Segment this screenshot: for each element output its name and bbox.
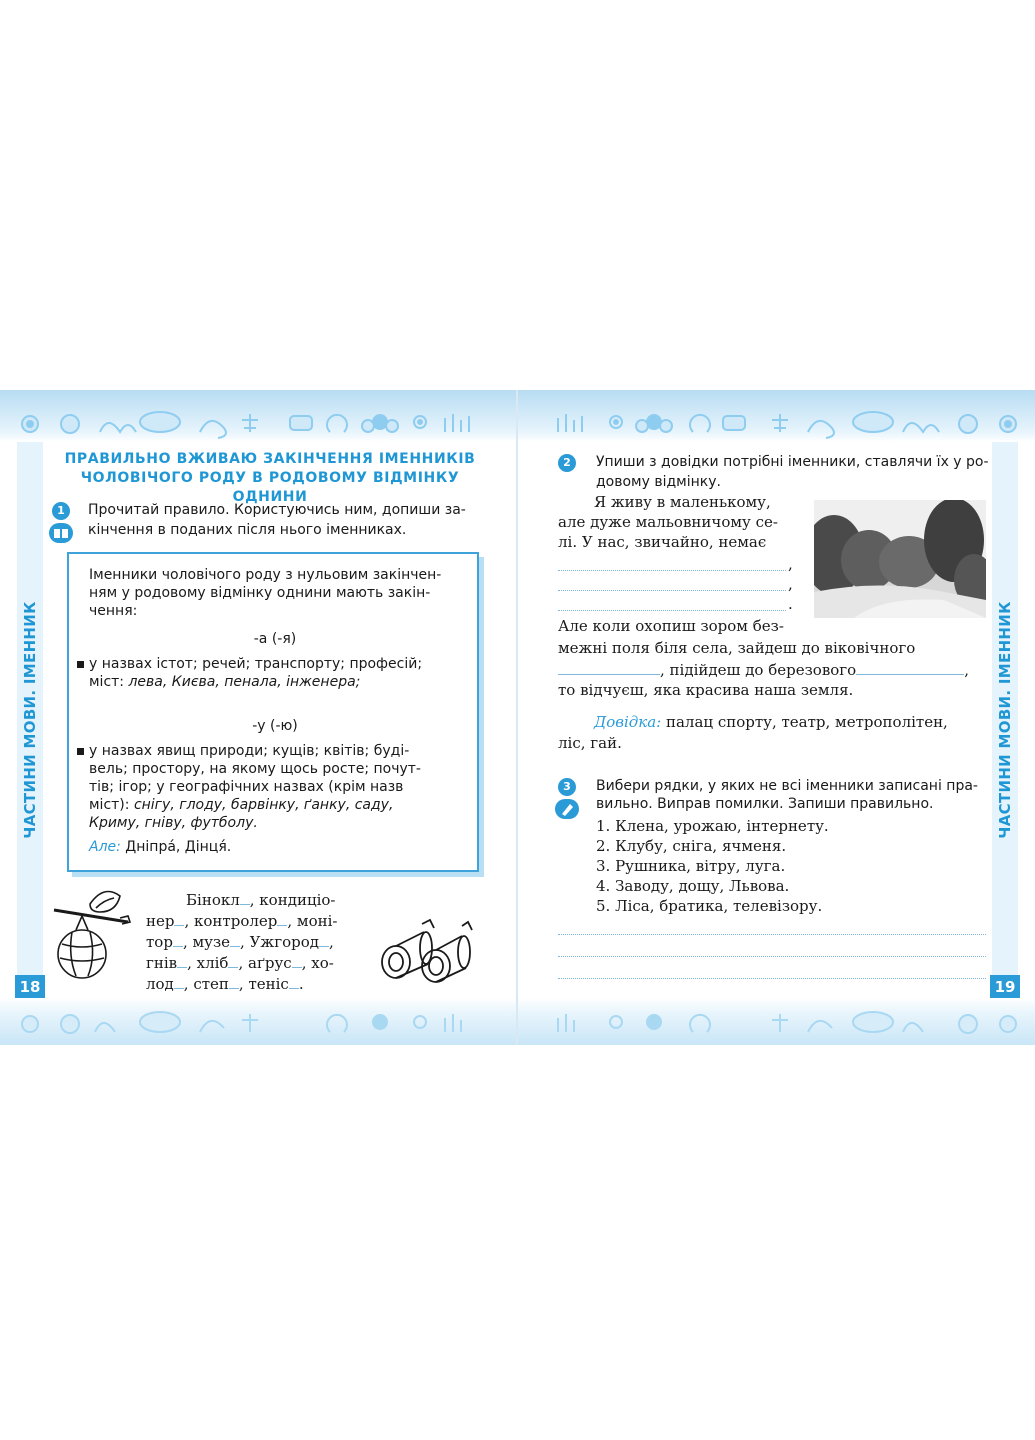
answer-line[interactable] [558,956,986,957]
rule-u-line-3: тів; ігор; у географічних назвах (крім назв [89,779,404,795]
answer-blank[interactable] [240,891,250,905]
textbook-spread [0,390,1035,1045]
word-agrus: , аґрус [238,954,292,972]
exception-text: Дніпра́, Дінця́. [120,839,232,855]
task-number-badge: 1 [52,502,70,520]
answer-line[interactable] [558,934,986,935]
list-item: 1. Клена, урожаю, інтернету. [596,817,829,835]
exercise-line-1 [186,890,366,911]
side-title-text: ЧАСТИНИ МОВИ. ІМЕННИК [21,601,39,839]
top-ornament-band [518,390,1035,442]
hint-words: палац спорту, театр, метрополітен, [661,713,948,731]
answer-blank[interactable] [174,975,184,989]
rule-a-line-2 [89,673,461,691]
section-side-title [17,442,43,998]
task-number-badge: 2 [558,454,576,472]
bundle-on-stick-icon [50,882,134,984]
exercise-line-5 [146,974,376,995]
ending-a-heading: -а (-я) [253,631,297,647]
rule-u-line-5 [89,814,461,832]
ending-u-heading: -у (-ю) [252,718,298,734]
exercise-line-3 [146,932,376,953]
binoculars-icon [378,916,476,986]
word-tenis: , теніс [238,975,289,993]
park-photo [814,500,986,618]
task2-instruction-line-1: Упиши з довідки потрібні іменники, ставлячи їх у ро- [596,454,989,470]
story-line-6 [558,660,988,681]
word-monitor: , моні- [287,912,338,930]
word-hniv: гнів [146,954,178,972]
list-item: 5. Ліса, братика, телевізору. [596,897,823,915]
hint-label: Довідка: [594,713,662,731]
rule-u-line-4 [89,796,461,814]
list-item: 4. Заводу, дощу, Львова. [596,877,790,895]
rule-u-line-1 [77,742,461,760]
page-number: 19 [990,975,1020,999]
answer-blank[interactable] [289,975,299,989]
right-page [518,390,1035,1045]
rule-intro-line-2: ням у родовому відмінку однини мають закін- [89,585,431,601]
word-khlib: , хліб [187,954,229,972]
answer-line[interactable] [558,590,786,591]
word-uzhhorod: , Ужгород [240,933,319,951]
pencil-task-icon [554,798,580,820]
answer-blank[interactable] [229,975,239,989]
story-fragment: , підійдеш до березового [660,661,857,679]
bottom-ornament-band [0,998,517,1045]
punctuation: , [788,575,793,593]
floral-ornament-icon [518,402,1035,442]
story-line-2: але дуже мальовничому се- [558,513,778,531]
answer-blank[interactable] [292,954,302,968]
rule-u-line-2: вель; простору, на якому щось росте; почут- [89,761,421,777]
exercise-line-4 [146,953,376,974]
answer-blank[interactable] [319,933,329,947]
top-ornament-band [0,390,517,442]
answer-blank[interactable] [177,954,187,968]
task1-instruction-line-1: Прочитай правило. Користуючись ним, допиши за- [88,502,466,518]
word-kholod: , хо- [301,954,334,972]
rule-u-examples-2: Криму, гніву, футболу. [89,815,258,831]
word-part: тор [146,933,173,951]
answer-line[interactable] [558,570,786,571]
task1-instruction-line-2: кінчення в поданих після нього іменниках. [88,522,407,538]
rule-u-examples: снігу, глоду, барвінку, ґанку, саду, [133,797,394,813]
story-line-4: Але коли охопиш зором без- [558,617,784,635]
punctuation: . [788,595,793,613]
answer-blank[interactable] [277,912,287,926]
word-part: нер [146,912,175,930]
exception-label: Але: [89,839,121,855]
floral-ornament-icon [0,402,517,442]
lesson-title-line-1: ПРАВИЛЬНО ВЖИВАЮ ЗАКІНЧЕННЯ ІМЕННИКІВ [64,451,476,467]
answer-line[interactable] [558,610,786,611]
task3-instruction-line-1: Вибери рядки, у яких не всі іменники записані пра- [596,778,978,794]
park-landscape-image [814,500,986,618]
punctuation: , [964,661,969,679]
story-line-5: межні поля біля села, зайдеш до віковічного [558,639,916,657]
hint-line-1 [594,712,948,733]
list-item: 3. Рушника, вітру, луга. [596,857,786,875]
answer-blank[interactable] [174,912,184,926]
word-part: лод [146,975,174,993]
exercise-line-2 [146,911,376,932]
task-number-badge: 3 [558,778,576,796]
side-strip [17,442,43,998]
rule-u-text: у назвах явищ природи; кущів; квітів; буді- [89,743,410,759]
story-line-7: то відчуєш, яка красива наша земля. [558,681,854,699]
rule-a-examples: лева, Києва, пенала, інженера; [128,674,361,690]
answer-blank[interactable] [856,661,964,675]
word-binokl: Бінокл [186,891,240,909]
floral-ornament-icon [0,1004,517,1044]
word-kondytsioner: , кондиціо- [249,891,336,909]
rule-intro-line-3: чення: [89,603,138,619]
rule-intro-line-1: Іменники чоловічого роду з нульовим закінчен- [89,567,442,583]
story-line-3: лі. У нас, звичайно, немає [558,533,767,551]
rule-a-text: у назвах істот; речей; транспорту; професій; [89,656,423,672]
rule-a-line-1 [77,655,461,673]
book-icon [48,522,74,544]
side-strip [992,442,1018,998]
rule-a-prefix: міст: [89,674,129,690]
bottom-ornament-band [518,998,1035,1045]
left-page [0,390,517,1045]
punctuation: . [298,975,304,993]
section-side-title [992,442,1018,998]
answer-blank[interactable] [558,661,660,675]
task2-instruction-line-2: довому відмінку. [596,474,721,490]
hint-line-2: ліс, гай. [558,734,622,752]
answer-blank[interactable] [173,933,183,947]
punctuation: , [328,933,334,951]
page-number: 18 [15,975,45,999]
punctuation: , [788,555,793,573]
story-line-1: Я живу в маленькому, [594,493,771,511]
answer-blank[interactable] [228,954,238,968]
answer-blank[interactable] [230,933,240,947]
floral-ornament-icon [518,1004,1035,1044]
lesson-title-line-2: ЧОЛОВІЧОГО РОДУ В РОДОВОМУ ВІДМІНКУ ОДНИНИ [80,470,460,505]
word-muzei: , музе [182,933,231,951]
rule-u-prefix: міст): [89,797,134,813]
task3-instruction-line-2: вильно. Виправ помилки. Запиши правильно. [596,796,934,812]
list-item: 2. Клубу, сніга, ячменя. [596,837,787,855]
side-title-text: ЧАСТИНИ МОВИ. ІМЕННИК [996,601,1014,839]
rule-exception [89,838,461,856]
word-kontroler: , контролер [184,912,278,930]
grammar-rule-box [67,552,479,872]
answer-line[interactable] [558,978,986,979]
word-step: , степ [183,975,229,993]
